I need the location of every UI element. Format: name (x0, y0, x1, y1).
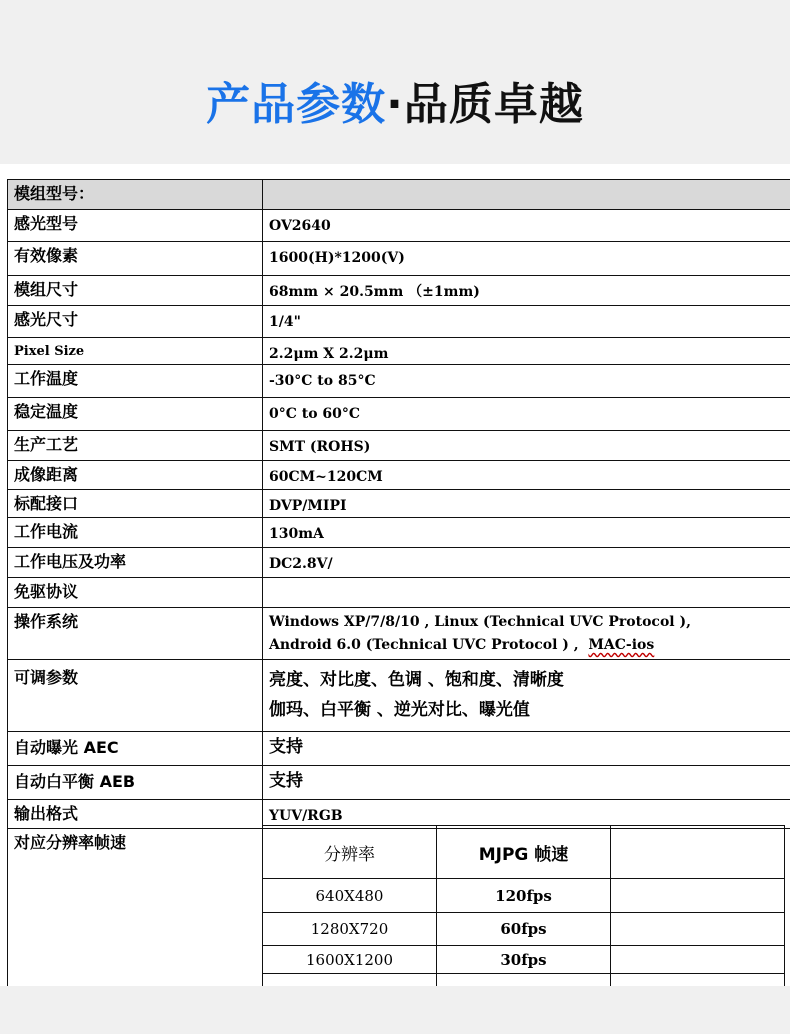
spec-label: 模组尺寸 (8, 276, 263, 306)
resolution-header (611, 826, 785, 879)
spec-value: DVP/MIPI (263, 490, 790, 518)
spec-row (8, 578, 790, 608)
spec-label: 自动曝光 AEC (8, 732, 263, 766)
spec-value: YUV/RGB (263, 800, 790, 829)
spec-row (8, 306, 790, 338)
spec-label: 标配接口 (8, 490, 263, 518)
page-title (0, 72, 790, 138)
spec-label: 免驱协议 (8, 578, 263, 608)
spec-value: DC2.8V/ (263, 548, 790, 578)
title-separator: · (386, 79, 404, 130)
adjustable-line-2: 伽玛、白平衡 、逆光对比、曝光值 (269, 700, 530, 720)
os-line-1: Windows XP/7/8/10 , Linux (Technical UVC Protocol ), (269, 614, 691, 630)
resolution-cell (611, 913, 785, 946)
spec-row (8, 518, 790, 548)
spec-label: 工作温度 (8, 365, 263, 398)
resolution-header-row (263, 826, 785, 879)
spec-value: 支持 (263, 732, 790, 766)
spec-value: 1/4" (263, 306, 790, 338)
resolution-row (263, 879, 785, 913)
spec-value (263, 578, 790, 608)
spec-value: SMT (ROHS) (263, 431, 790, 461)
spec-row (8, 431, 790, 461)
spec-row (8, 398, 790, 431)
spec-row (8, 548, 790, 578)
resolution-table (262, 825, 785, 986)
spec-label: 感光尺寸 (8, 306, 263, 338)
resolution-cell (611, 974, 785, 987)
spec-label: 有效像素 (8, 242, 263, 276)
spec-head-value (263, 180, 790, 210)
spec-value: -30°C to 85°C (263, 365, 790, 398)
spec-row (8, 461, 790, 490)
spec-value: 130mA (263, 518, 790, 548)
spec-row-adjustable (8, 660, 790, 732)
resolution-cell: 30fps (437, 946, 611, 974)
resolution-cell: 120fps (437, 879, 611, 913)
spec-label: 自动白平衡 AEB (8, 766, 263, 800)
spec-label: 对应分辨率帧速 (8, 829, 263, 987)
spec-row (8, 732, 790, 766)
spec-value: 2.2μm X 2.2μm (263, 338, 790, 365)
resolution-cell (437, 974, 611, 987)
spec-row (8, 242, 790, 276)
os-line-2-flag: MAC-ios (588, 637, 655, 653)
spec-label: 操作系统 (8, 608, 263, 660)
resolution-cell: 60fps (437, 913, 611, 946)
resolution-row (263, 913, 785, 946)
spec-row (8, 210, 790, 242)
resolution-header: 分辨率 (263, 826, 437, 879)
spec-label: 生产工艺 (8, 431, 263, 461)
resolution-cell (263, 974, 437, 987)
spec-value: 68mm × 20.5mm （±1mm) (263, 276, 790, 306)
resolution-cell: 1280X720 (263, 913, 437, 946)
resolution-row (263, 946, 785, 974)
spec-head-label: 模组型号： (8, 180, 263, 210)
spec-value-adjustable (263, 660, 790, 732)
title-highlight: 产品参数 (206, 79, 387, 130)
spec-label: 成像距离 (8, 461, 263, 490)
resolution-cell: 1600X1200 (263, 946, 437, 974)
resolution-cell: 640X480 (263, 879, 437, 913)
spec-row (8, 338, 790, 365)
spec-value: 60CM~120CM (263, 461, 790, 490)
spec-row (8, 490, 790, 518)
spec-label: 感光型号 (8, 210, 263, 242)
spec-value: 1600(H)*1200(V) (263, 242, 790, 276)
spec-value: OV2640 (263, 210, 790, 242)
spec-label: 工作电流 (8, 518, 263, 548)
spec-row-os (8, 608, 790, 660)
spec-value-os (263, 608, 790, 660)
resolution-cell (611, 879, 785, 913)
spec-label: 工作电压及功率 (8, 548, 263, 578)
os-line-2-main: Android 6.0 (Technical UVC Protocol ) , (269, 637, 579, 653)
spec-label: 可调参数 (8, 660, 263, 732)
resolution-header: MJPG 帧速 (437, 826, 611, 879)
spec-label: Pixel Size (8, 338, 263, 365)
spec-value: 0°C to 60°C (263, 398, 790, 431)
resolution-row (263, 974, 785, 987)
spec-row (8, 276, 790, 306)
adjustable-line-1: 亮度、对比度、色调 、饱和度、清晰度 (269, 670, 564, 690)
spec-head-row (8, 180, 790, 210)
os-line-2 (269, 634, 790, 657)
spec-label: 稳定温度 (8, 398, 263, 431)
resolution-cell (611, 946, 785, 974)
spec-value: 支持 (263, 766, 790, 800)
title-main: 品质卓越 (403, 79, 584, 130)
spec-label: 输出格式 (8, 800, 263, 829)
spec-row (8, 766, 790, 800)
spec-row (8, 365, 790, 398)
spec-sheet (0, 164, 790, 986)
